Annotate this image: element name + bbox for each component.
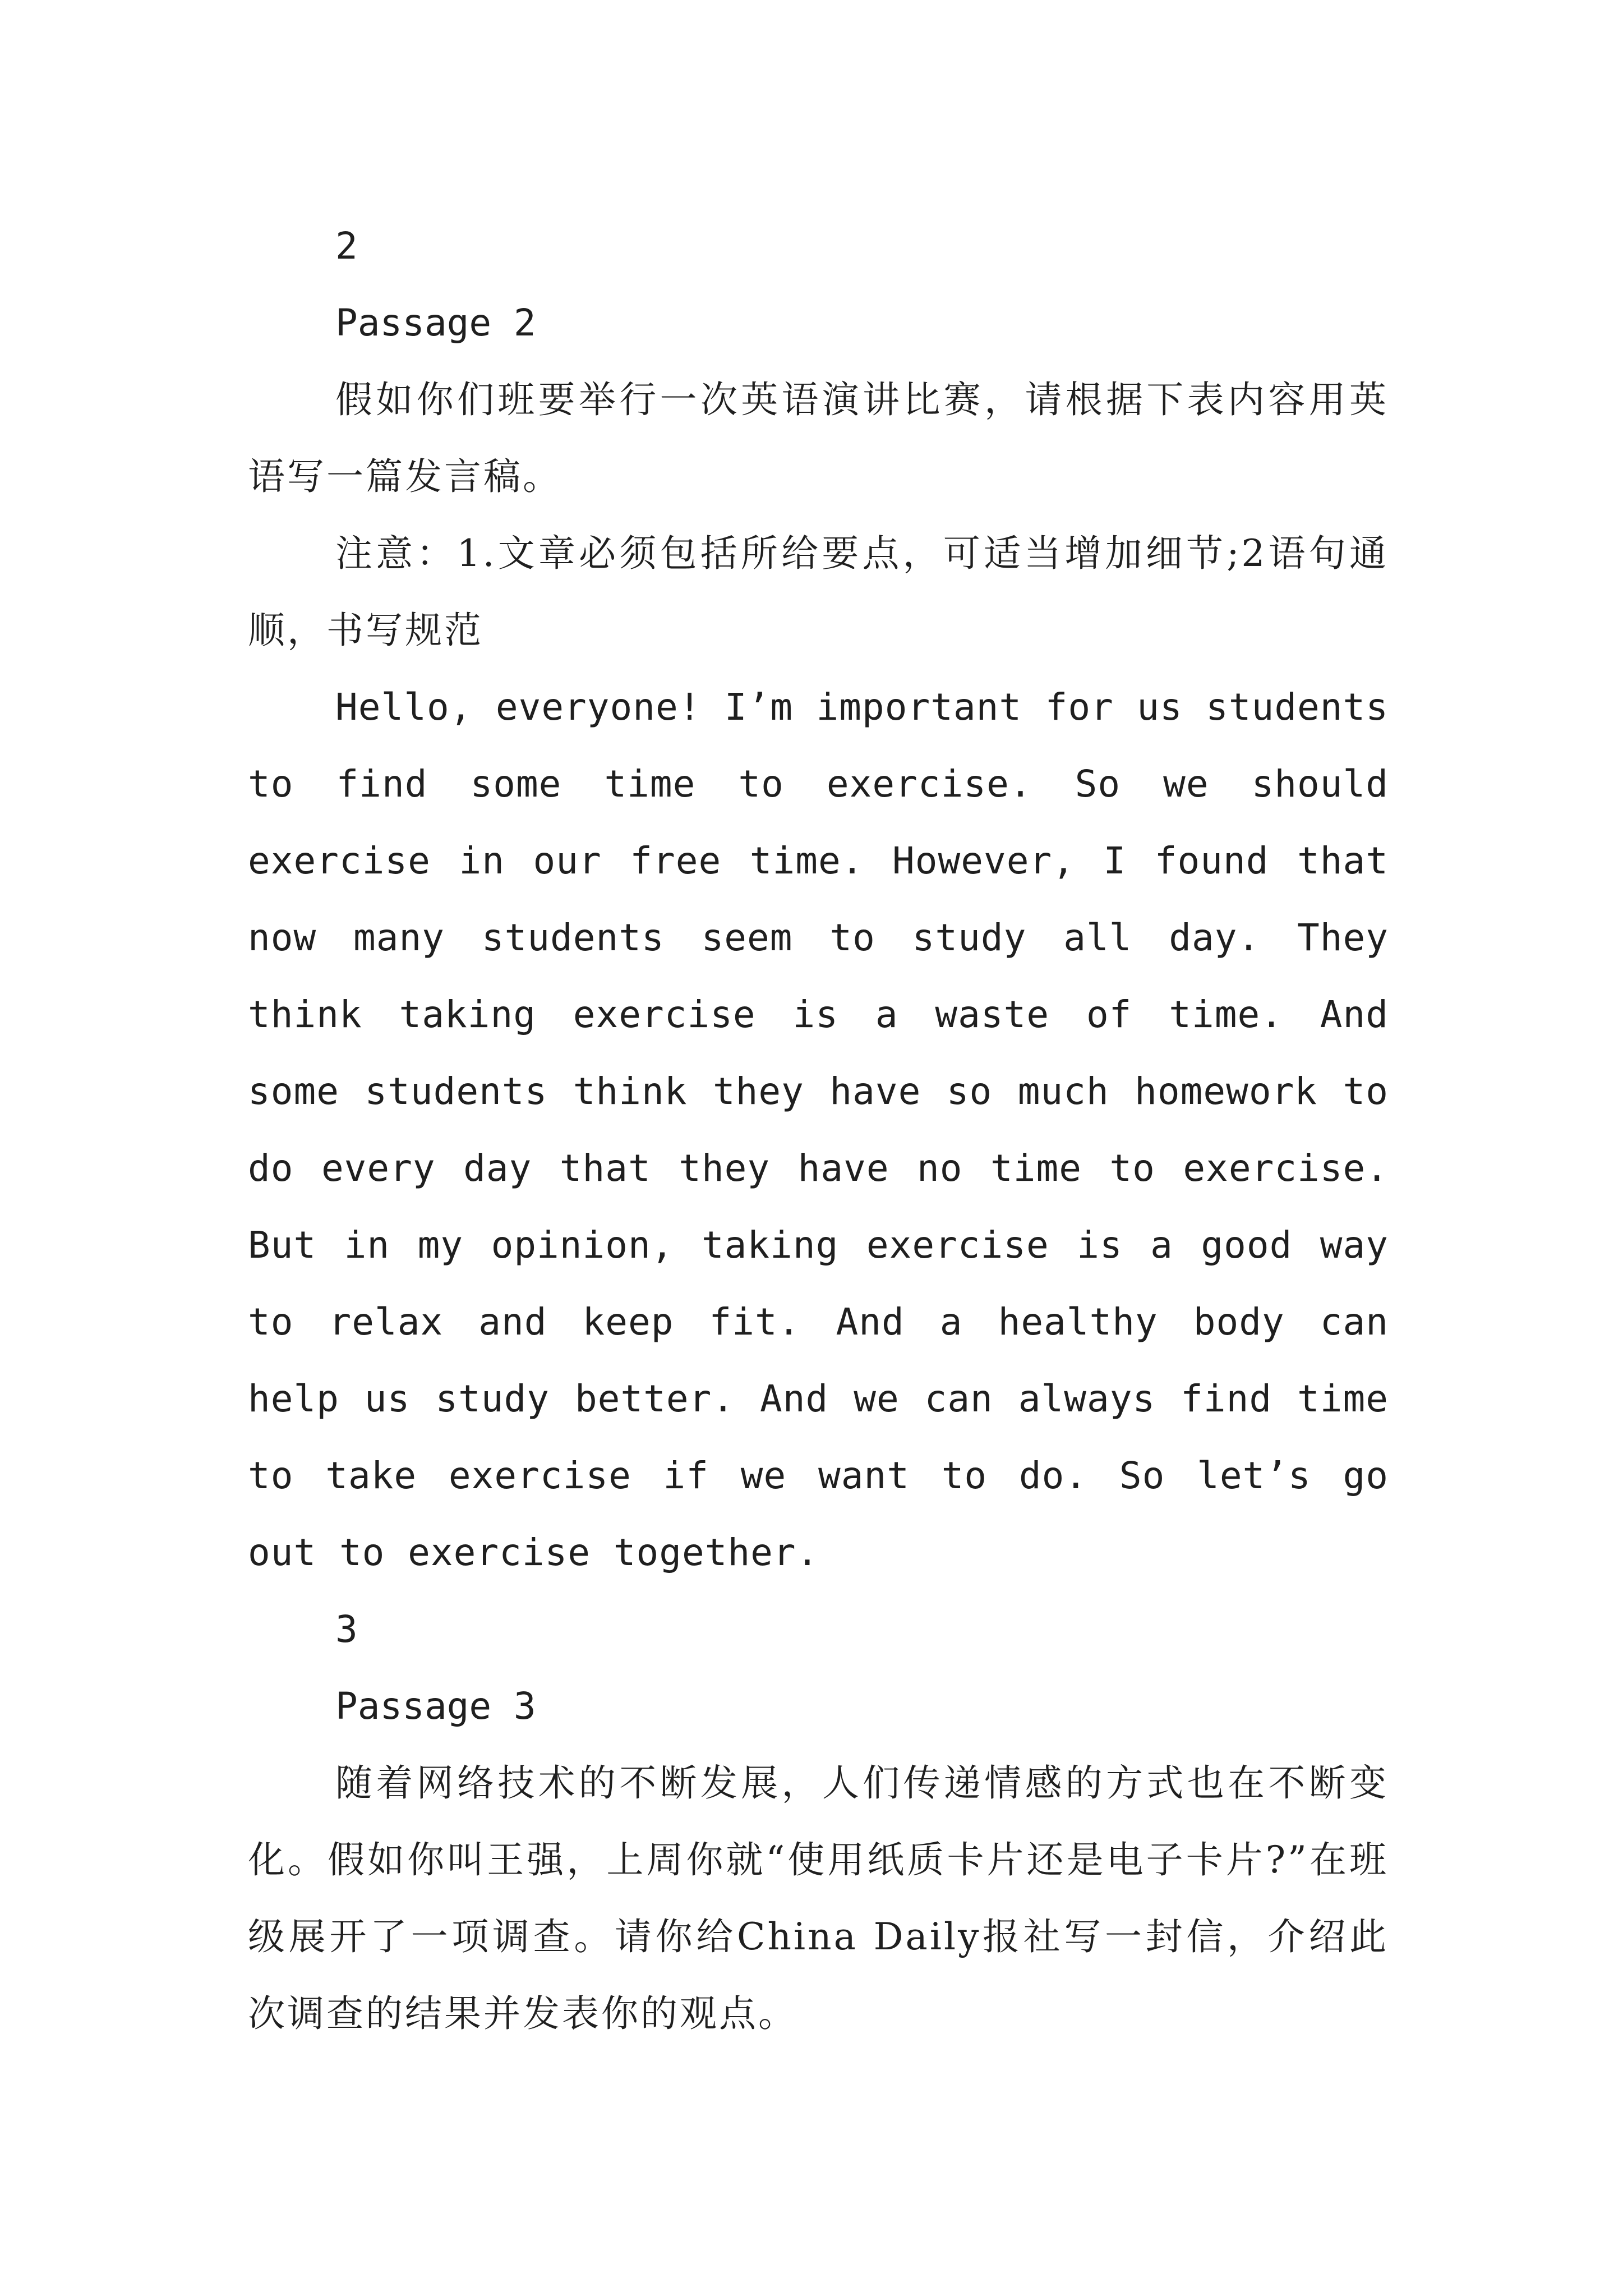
passage-title: Passage 3 bbox=[335, 1685, 536, 1728]
section-number: 3 bbox=[335, 1608, 358, 1651]
section-number: 2 bbox=[335, 224, 358, 268]
sample-essay: Hello, everyone! I’m important for us students to find some time to exercise. So we should exercise in our free time. However, I found that now many students seem to study all day. They think taking exercise is a waste of time. And some students think they have so much homework to do every day that they have no time to exercise. But in my opinion, taking exercise is a good way to relax and keep fit. And a healthy body can help us study better. And we can always find time to take exercise if we want to do. So let’s go out to exercise together. bbox=[248, 685, 1389, 1574]
writing-prompt: 假如你们班要举行一次英语演讲比赛，请根据下表内容用英语写一篇发言稿。 bbox=[248, 378, 1389, 498]
writing-note: 注意：1.文章必须包括所给要点，可适当增加细节;2语句通顺，书写规范 bbox=[248, 532, 1389, 652]
document-page bbox=[248, 208, 1389, 2052]
writing-prompt: 随着网络技术的不断发展，人们传递情感的方式也在不断变化。假如你叫王强，上周你就“使用纸质卡片还是电子卡片?”在班级展开了一项调查。请你给China Daily报社写一封信，介绍此次调查的结果并发表你的观点。 bbox=[248, 1761, 1389, 2035]
passage-title: Passage 2 bbox=[335, 301, 536, 344]
